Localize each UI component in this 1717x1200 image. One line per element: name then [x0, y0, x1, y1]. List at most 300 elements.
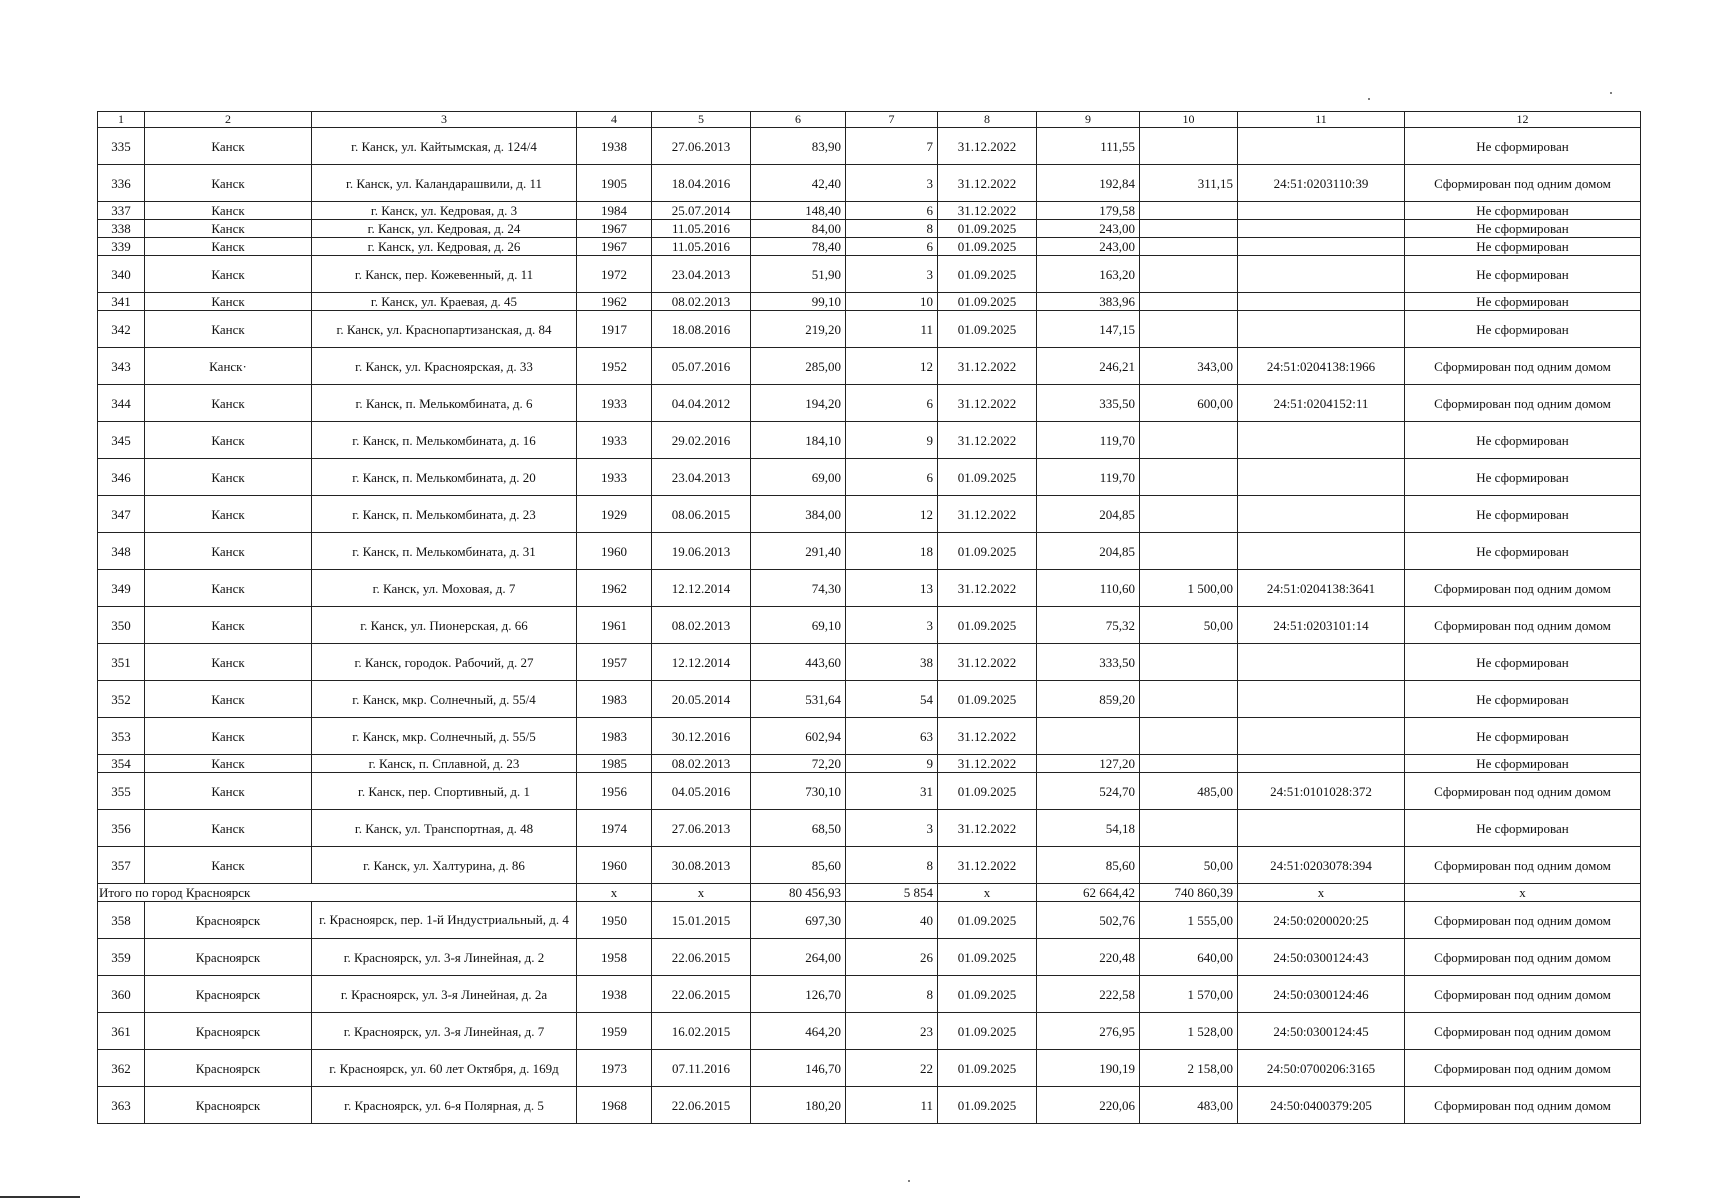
address-cell: г. Канск, ул. Краевая, д. 45: [312, 293, 577, 311]
municipality-cell: Канск: [145, 311, 312, 348]
residents-cell: 8: [846, 847, 938, 884]
planned-date-cell: 31.12.2022: [938, 755, 1037, 773]
land-area-cell: [1140, 681, 1238, 718]
column-9-cell: 246,21: [1037, 348, 1140, 385]
residents-cell: 26: [846, 939, 938, 976]
area-cell: 264,00: [751, 939, 846, 976]
address-cell: г. Канск, ул. Моховая, д. 7: [312, 570, 577, 607]
recognition-date-cell: 27.06.2013: [652, 128, 751, 165]
column-9-cell: 502,76: [1037, 902, 1140, 939]
land-area-cell: [1140, 533, 1238, 570]
residents-cell: 22: [846, 1050, 938, 1087]
year-built-cell: 1938: [577, 128, 652, 165]
area-cell: 730,10: [751, 773, 846, 810]
land-status-cell: Сформирован под одним домом: [1405, 348, 1641, 385]
land-status-cell: Сформирован под одним домом: [1405, 773, 1641, 810]
year-built-cell: 1952: [577, 348, 652, 385]
planned-date-cell: 01.09.2025: [938, 533, 1037, 570]
address-cell: г. Канск, ул. Кедровая, д. 26: [312, 238, 577, 256]
planned-date-cell: 01.09.2025: [938, 459, 1037, 496]
column-9-cell: 524,70: [1037, 773, 1140, 810]
land-status-cell: Сформирован под одним домом: [1405, 165, 1641, 202]
recognition-date-cell: 05.07.2016: [652, 348, 751, 385]
land-status-cell: Не сформирован: [1405, 422, 1641, 459]
land-area-cell: [1140, 644, 1238, 681]
address-cell: г. Красноярск, ул. 3-я Линейная, д. 7: [312, 1013, 577, 1050]
land-area-cell: 485,00: [1140, 773, 1238, 810]
planned-date-cell: 01.09.2025: [938, 238, 1037, 256]
land-status-cell: Не сформирован: [1405, 311, 1641, 348]
recognition-date-cell: 23.04.2013: [652, 256, 751, 293]
residents-cell: 6: [846, 202, 938, 220]
table-row: [98, 939, 1641, 976]
municipality-cell: Красноярск: [145, 902, 312, 939]
table-row: [98, 128, 1641, 165]
address-cell: г. Канск, п. Мелькомбината, д. 6: [312, 385, 577, 422]
recognition-date-cell: 18.04.2016: [652, 165, 751, 202]
column-9-cell: 110,60: [1037, 570, 1140, 607]
recognition-date-cell: 27.06.2013: [652, 810, 751, 847]
table-row: [98, 1013, 1641, 1050]
address-cell: г. Канск, ул. Кедровая, д. 24: [312, 220, 577, 238]
row-number-cell: 362: [98, 1050, 145, 1087]
land-status-cell: Не сформирован: [1405, 718, 1641, 755]
column-header: 12: [1405, 112, 1641, 128]
year-built-cell: 1961: [577, 607, 652, 644]
row-number-cell: 358: [98, 902, 145, 939]
cadastral-number-cell: [1238, 202, 1405, 220]
land-area-cell: 50,00: [1140, 847, 1238, 884]
address-cell: г. Канск, мкр. Солнечный, д. 55/4: [312, 681, 577, 718]
row-number-cell: 343: [98, 348, 145, 385]
municipality-cell: Канск: [145, 755, 312, 773]
land-area-cell: [1140, 718, 1238, 755]
area-cell: 69,00: [751, 459, 846, 496]
year-built-cell: 1972: [577, 256, 652, 293]
address-cell: г. Канск, п. Мелькомбината, д. 20: [312, 459, 577, 496]
area-cell: 78,40: [751, 238, 846, 256]
land-status-cell: Сформирован под одним домом: [1405, 847, 1641, 884]
residents-cell: 9: [846, 422, 938, 459]
residents-cell: 13: [846, 570, 938, 607]
column-9-cell: 147,15: [1037, 311, 1140, 348]
land-status-cell: Не сформирован: [1405, 238, 1641, 256]
cadastral-number-cell: [1238, 311, 1405, 348]
address-cell: г. Канск, ул. Халтурина, д. 86: [312, 847, 577, 884]
table-row: [98, 810, 1641, 847]
table-row: [98, 718, 1641, 755]
land-area-cell: 343,00: [1140, 348, 1238, 385]
land-area-cell: 50,00: [1140, 607, 1238, 644]
municipality-cell: Канск: [145, 496, 312, 533]
cadastral-number-cell: 24:51:0204138:3641: [1238, 570, 1405, 607]
planned-date-cell: 01.09.2025: [938, 976, 1037, 1013]
cadastral-number-cell: [1238, 459, 1405, 496]
land-status-cell: Сформирован под одним домом: [1405, 1013, 1641, 1050]
total-area-cell: 80 456,93: [751, 884, 846, 902]
cadastral-number-cell: [1238, 496, 1405, 533]
year-built-cell: 1905: [577, 165, 652, 202]
table-row: [98, 311, 1641, 348]
row-number-cell: 361: [98, 1013, 145, 1050]
column-9-cell: 220,06: [1037, 1087, 1140, 1124]
row-number-cell: 355: [98, 773, 145, 810]
table-row: [98, 496, 1641, 533]
residents-cell: 8: [846, 976, 938, 1013]
area-cell: 384,00: [751, 496, 846, 533]
residents-cell: 23: [846, 1013, 938, 1050]
municipality-cell: Канск: [145, 385, 312, 422]
residents-cell: 11: [846, 1087, 938, 1124]
total-label: Итого по город Красноярск: [98, 884, 577, 902]
address-cell: г. Канск, ул. Пионерская, д. 66: [312, 607, 577, 644]
row-number-cell: 346: [98, 459, 145, 496]
table-body: [98, 112, 1641, 1124]
column-9-cell: 54,18: [1037, 810, 1140, 847]
year-built-cell: 1933: [577, 459, 652, 496]
planned-date-cell: 01.09.2025: [938, 902, 1037, 939]
year-built-cell: 1984: [577, 202, 652, 220]
column-9-cell: 85,60: [1037, 847, 1140, 884]
area-cell: 285,00: [751, 348, 846, 385]
residents-cell: 63: [846, 718, 938, 755]
year-built-cell: 1958: [577, 939, 652, 976]
recognition-date-cell: 22.06.2015: [652, 939, 751, 976]
land-status-cell: Сформирован под одним домом: [1405, 939, 1641, 976]
residents-cell: 8: [846, 220, 938, 238]
row-number-cell: 357: [98, 847, 145, 884]
column-9-cell: 75,32: [1037, 607, 1140, 644]
year-built-cell: 1960: [577, 847, 652, 884]
table-row: [98, 1087, 1641, 1124]
cadastral-number-cell: [1238, 293, 1405, 311]
year-built-cell: 1959: [577, 1013, 652, 1050]
land-status-cell: Сформирован под одним домом: [1405, 976, 1641, 1013]
year-built-cell: 1960: [577, 533, 652, 570]
row-number-cell: 352: [98, 681, 145, 718]
land-status-cell: Сформирован под одним домом: [1405, 902, 1641, 939]
land-area-cell: 2 158,00: [1140, 1050, 1238, 1087]
table-row: [98, 607, 1641, 644]
area-cell: 83,90: [751, 128, 846, 165]
area-cell: 85,60: [751, 847, 846, 884]
cadastral-number-cell: 24:51:0203101:14: [1238, 607, 1405, 644]
year-built-cell: 1933: [577, 422, 652, 459]
recognition-date-cell: 19.06.2013: [652, 533, 751, 570]
residents-cell: 3: [846, 256, 938, 293]
planned-date-cell: 01.09.2025: [938, 311, 1037, 348]
area-cell: 180,20: [751, 1087, 846, 1124]
municipality-cell: Канск: [145, 681, 312, 718]
table-row: [98, 1050, 1641, 1087]
municipality-cell: Канск: [145, 220, 312, 238]
table-row: [98, 238, 1641, 256]
year-built-cell: 1967: [577, 238, 652, 256]
scan-speck: [908, 1180, 910, 1182]
municipality-cell: Красноярск: [145, 976, 312, 1013]
residents-cell: 6: [846, 385, 938, 422]
area-cell: 51,90: [751, 256, 846, 293]
planned-date-cell: 01.09.2025: [938, 681, 1037, 718]
land-area-cell: 640,00: [1140, 939, 1238, 976]
municipality-cell: Канск: [145, 422, 312, 459]
total-year-built-cell: x: [577, 884, 652, 902]
total-row: [98, 884, 1641, 902]
row-number-cell: 341: [98, 293, 145, 311]
recognition-date-cell: 29.02.2016: [652, 422, 751, 459]
cadastral-number-cell: 24:50:0300124:46: [1238, 976, 1405, 1013]
residents-cell: 38: [846, 644, 938, 681]
municipality-cell: Канск: [145, 607, 312, 644]
recognition-date-cell: 08.06.2015: [652, 496, 751, 533]
recognition-date-cell: 12.12.2014: [652, 570, 751, 607]
year-built-cell: 1973: [577, 1050, 652, 1087]
municipality-cell: Канск: [145, 773, 312, 810]
residents-cell: 54: [846, 681, 938, 718]
column-header: 1: [98, 112, 145, 128]
land-area-cell: [1140, 220, 1238, 238]
area-cell: 69,10: [751, 607, 846, 644]
column-header: 6: [751, 112, 846, 128]
year-built-cell: 1985: [577, 755, 652, 773]
row-number-cell: 350: [98, 607, 145, 644]
column-9-cell: 204,85: [1037, 533, 1140, 570]
land-status-cell: Не сформирован: [1405, 220, 1641, 238]
column-9-cell: 333,50: [1037, 644, 1140, 681]
address-cell: г. Канск, ул. Краснопартизанская, д. 84: [312, 311, 577, 348]
column-header: 9: [1037, 112, 1140, 128]
municipality-cell: Канск: [145, 810, 312, 847]
area-cell: 126,70: [751, 976, 846, 1013]
cadastral-number-cell: 24:51:0203110:39: [1238, 165, 1405, 202]
table-row: [98, 202, 1641, 220]
recognition-date-cell: 18.08.2016: [652, 311, 751, 348]
column-9-cell: 119,70: [1037, 422, 1140, 459]
cadastral-number-cell: 24:50:0300124:43: [1238, 939, 1405, 976]
column-9-cell: [1037, 718, 1140, 755]
column-9-cell: 127,20: [1037, 755, 1140, 773]
column-9-cell: 179,58: [1037, 202, 1140, 220]
total-cadastral-number-cell: x: [1238, 884, 1405, 902]
row-number-cell: 349: [98, 570, 145, 607]
planned-date-cell: 01.09.2025: [938, 256, 1037, 293]
table-row: [98, 422, 1641, 459]
area-cell: 291,40: [751, 533, 846, 570]
recognition-date-cell: 04.05.2016: [652, 773, 751, 810]
row-number-cell: 345: [98, 422, 145, 459]
municipality-cell: Канск: [145, 128, 312, 165]
year-built-cell: 1950: [577, 902, 652, 939]
land-area-cell: [1140, 238, 1238, 256]
column-header: 7: [846, 112, 938, 128]
land-status-cell: Не сформирован: [1405, 810, 1641, 847]
municipality-cell: Канск: [145, 533, 312, 570]
year-built-cell: 1962: [577, 570, 652, 607]
land-status-cell: Не сформирован: [1405, 681, 1641, 718]
address-cell: г. Канск, п. Мелькомбината, д. 16: [312, 422, 577, 459]
land-area-cell: [1140, 810, 1238, 847]
municipality-cell: Канск: [145, 847, 312, 884]
table-row: [98, 755, 1641, 773]
land-status-cell: Не сформирован: [1405, 496, 1641, 533]
column-9-cell: 243,00: [1037, 238, 1140, 256]
cadastral-number-cell: 24:50:0700206:3165: [1238, 1050, 1405, 1087]
municipality-cell: Канск: [145, 459, 312, 496]
scan-speck: [1368, 98, 1370, 100]
residents-cell: 12: [846, 348, 938, 385]
area-cell: 42,40: [751, 165, 846, 202]
land-area-cell: 311,15: [1140, 165, 1238, 202]
cadastral-number-cell: [1238, 644, 1405, 681]
recognition-date-cell: 23.04.2013: [652, 459, 751, 496]
recognition-date-cell: 30.12.2016: [652, 718, 751, 755]
row-number-cell: 354: [98, 755, 145, 773]
municipality-cell: Канск·: [145, 348, 312, 385]
year-built-cell: 1983: [577, 718, 652, 755]
land-area-cell: [1140, 128, 1238, 165]
row-number-cell: 344: [98, 385, 145, 422]
residents-cell: 9: [846, 755, 938, 773]
cadastral-number-cell: [1238, 681, 1405, 718]
municipality-cell: Канск: [145, 718, 312, 755]
column-header: 2: [145, 112, 312, 128]
address-cell: г. Канск, ул. Транспортная, д. 48: [312, 810, 577, 847]
row-number-cell: 360: [98, 976, 145, 1013]
planned-date-cell: 31.12.2022: [938, 202, 1037, 220]
land-area-cell: 1 500,00: [1140, 570, 1238, 607]
cadastral-number-cell: [1238, 256, 1405, 293]
table-row: [98, 256, 1641, 293]
municipality-cell: Канск: [145, 256, 312, 293]
area-cell: 443,60: [751, 644, 846, 681]
address-cell: г. Красноярск, ул. 60 лет Октября, д. 169д: [312, 1050, 577, 1087]
land-status-cell: Сформирован под одним домом: [1405, 1050, 1641, 1087]
address-cell: г. Красноярск, ул. 6-я Полярная, д. 5: [312, 1087, 577, 1124]
cadastral-number-cell: 24:50:0300124:45: [1238, 1013, 1405, 1050]
column-9-cell: 335,50: [1037, 385, 1140, 422]
column-9-cell: 190,19: [1037, 1050, 1140, 1087]
planned-date-cell: 31.12.2022: [938, 496, 1037, 533]
column-9-cell: 276,95: [1037, 1013, 1140, 1050]
row-number-cell: 347: [98, 496, 145, 533]
address-cell: г. Канск, п. Мелькомбината, д. 23: [312, 496, 577, 533]
address-cell: г. Красноярск, ул. 3-я Линейная, д. 2а: [312, 976, 577, 1013]
planned-date-cell: 31.12.2022: [938, 165, 1037, 202]
table-row: [98, 220, 1641, 238]
cadastral-number-cell: [1238, 810, 1405, 847]
row-number-cell: 351: [98, 644, 145, 681]
planned-date-cell: 31.12.2022: [938, 570, 1037, 607]
area-cell: 194,20: [751, 385, 846, 422]
column-9-cell: 859,20: [1037, 681, 1140, 718]
residents-cell: 18: [846, 533, 938, 570]
planned-date-cell: 31.12.2022: [938, 810, 1037, 847]
area-cell: 531,64: [751, 681, 846, 718]
recognition-date-cell: 25.07.2014: [652, 202, 751, 220]
cadastral-number-cell: [1238, 755, 1405, 773]
scan-speck: [1610, 92, 1612, 94]
row-number-cell: 363: [98, 1087, 145, 1124]
land-area-cell: 1 528,00: [1140, 1013, 1238, 1050]
land-area-cell: [1140, 422, 1238, 459]
municipality-cell: Красноярск: [145, 1050, 312, 1087]
table-row: [98, 902, 1641, 939]
column-9-cell: 204,85: [1037, 496, 1140, 533]
land-status-cell: Не сформирован: [1405, 202, 1641, 220]
planned-date-cell: 31.12.2022: [938, 422, 1037, 459]
residents-cell: 3: [846, 165, 938, 202]
area-cell: 602,94: [751, 718, 846, 755]
residents-cell: 7: [846, 128, 938, 165]
year-built-cell: 1957: [577, 644, 652, 681]
table-row: [98, 976, 1641, 1013]
residents-cell: 3: [846, 810, 938, 847]
row-number-cell: 359: [98, 939, 145, 976]
cadastral-number-cell: [1238, 128, 1405, 165]
recognition-date-cell: 30.08.2013: [652, 847, 751, 884]
row-number-cell: 337: [98, 202, 145, 220]
housing-registry-table: [97, 111, 1641, 1124]
row-number-cell: 339: [98, 238, 145, 256]
column-header: 8: [938, 112, 1037, 128]
cadastral-number-cell: 24:51:0204138:1966: [1238, 348, 1405, 385]
column-9-cell: 243,00: [1037, 220, 1140, 238]
scan-edge-mark: [0, 1196, 80, 1198]
planned-date-cell: 31.12.2022: [938, 847, 1037, 884]
area-cell: 148,40: [751, 202, 846, 220]
municipality-cell: Красноярск: [145, 939, 312, 976]
land-status-cell: Сформирован под одним домом: [1405, 607, 1641, 644]
municipality-cell: Канск: [145, 644, 312, 681]
cadastral-number-cell: 24:50:0200020:25: [1238, 902, 1405, 939]
land-status-cell: Не сформирован: [1405, 293, 1641, 311]
area-cell: 72,20: [751, 755, 846, 773]
year-built-cell: 1983: [577, 681, 652, 718]
residents-cell: 11: [846, 311, 938, 348]
address-cell: г. Канск, п. Мелькомбината, д. 31: [312, 533, 577, 570]
recognition-date-cell: 15.01.2015: [652, 902, 751, 939]
area-cell: 464,20: [751, 1013, 846, 1050]
year-built-cell: 1933: [577, 385, 652, 422]
total-column-9-cell: 62 664,42: [1037, 884, 1140, 902]
planned-date-cell: 01.09.2025: [938, 939, 1037, 976]
recognition-date-cell: 04.04.2012: [652, 385, 751, 422]
address-cell: г. Канск, пер. Кожевенный, д. 11: [312, 256, 577, 293]
land-area-cell: 600,00: [1140, 385, 1238, 422]
column-number-header-row: [98, 112, 1641, 128]
table-row: [98, 348, 1641, 385]
land-status-cell: Не сформирован: [1405, 644, 1641, 681]
planned-date-cell: 01.09.2025: [938, 1013, 1037, 1050]
address-cell: г. Канск, пер. Спортивный, д. 1: [312, 773, 577, 810]
table-row: [98, 533, 1641, 570]
planned-date-cell: 31.12.2022: [938, 644, 1037, 681]
cadastral-number-cell: 24:51:0204152:11: [1238, 385, 1405, 422]
recognition-date-cell: 16.02.2015: [652, 1013, 751, 1050]
area-cell: 697,30: [751, 902, 846, 939]
recognition-date-cell: 08.02.2013: [652, 755, 751, 773]
land-area-cell: [1140, 202, 1238, 220]
row-number-cell: 356: [98, 810, 145, 847]
row-number-cell: 335: [98, 128, 145, 165]
column-9-cell: 222,58: [1037, 976, 1140, 1013]
address-cell: г. Красноярск, пер. 1-й Индустриальный, д. 4: [312, 902, 577, 939]
recognition-date-cell: 11.05.2016: [652, 220, 751, 238]
area-cell: 68,50: [751, 810, 846, 847]
land-status-cell: Не сформирован: [1405, 459, 1641, 496]
planned-date-cell: 01.09.2025: [938, 1087, 1037, 1124]
planned-date-cell: 31.12.2022: [938, 128, 1037, 165]
